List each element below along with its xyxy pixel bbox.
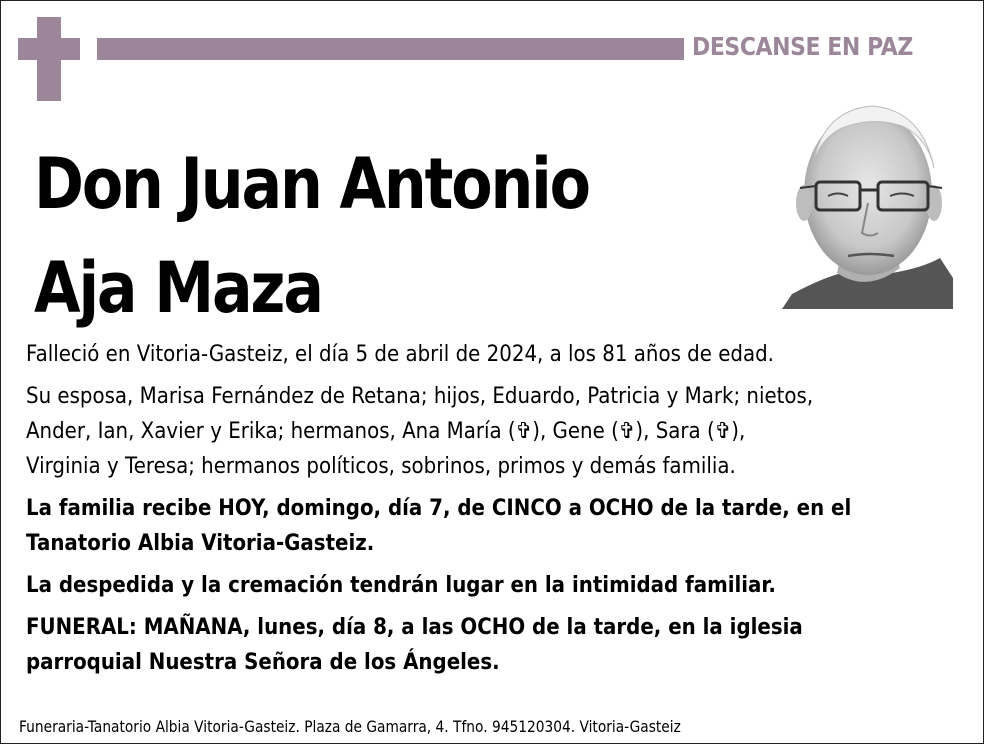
family-paragraph (26, 379, 890, 484)
name-line-2: Aja Maza (34, 247, 322, 329)
death-notice: Falleció en Vitoria-Gasteiz, el día 5 de abril de 2024, a los 81 años de edad. (26, 342, 774, 367)
funeral-home-footer: Funeraria-Tanatorio Albia Vitoria-Gasteiz. Plaza de Gamarra, 4. Tfno. 945120304. Vitoria-Gasteiz (19, 717, 681, 736)
family-line: Virginia y Teresa; hermanos políticos, sobrinos, primos y demás familia. (26, 454, 736, 479)
wake-paragraph (26, 491, 890, 561)
family-line: Ander, Ian, Xavier y Erika; hermanos, Ana María (✞), Gene (✞), Sara (✞), (26, 419, 746, 444)
wake-line: La familia recibe HOY, domingo, día 7, de CINCO a OCHO de la tarde, en el (26, 496, 852, 521)
obituary-body (26, 337, 890, 687)
cross-horizontal-bar (18, 38, 80, 60)
farewell-paragraph: La despedida y la cremación tendrán lugar en la intimidad familiar. (26, 573, 776, 598)
banner-title: DESCANSE EN PAZ (692, 32, 913, 61)
wake-line: Tanatorio Albia Vitoria-Gasteiz. (26, 531, 375, 556)
funeral-paragraph (26, 610, 890, 680)
family-line: Su esposa, Marisa Fernández de Retana; hijos, Eduardo, Patricia y Mark; nietos, (26, 384, 814, 409)
header-rule (97, 38, 684, 60)
deceased-name (34, 132, 589, 340)
name-line-1: Don Juan Antonio (34, 143, 589, 225)
portrait-photo (782, 98, 953, 309)
funeral-line: parroquial Nuestra Señora de los Ángeles. (26, 650, 500, 675)
funeral-line: FUNERAL: MAÑANA, lunes, día 8, a las OCHO de la tarde, en la iglesia (26, 615, 803, 640)
